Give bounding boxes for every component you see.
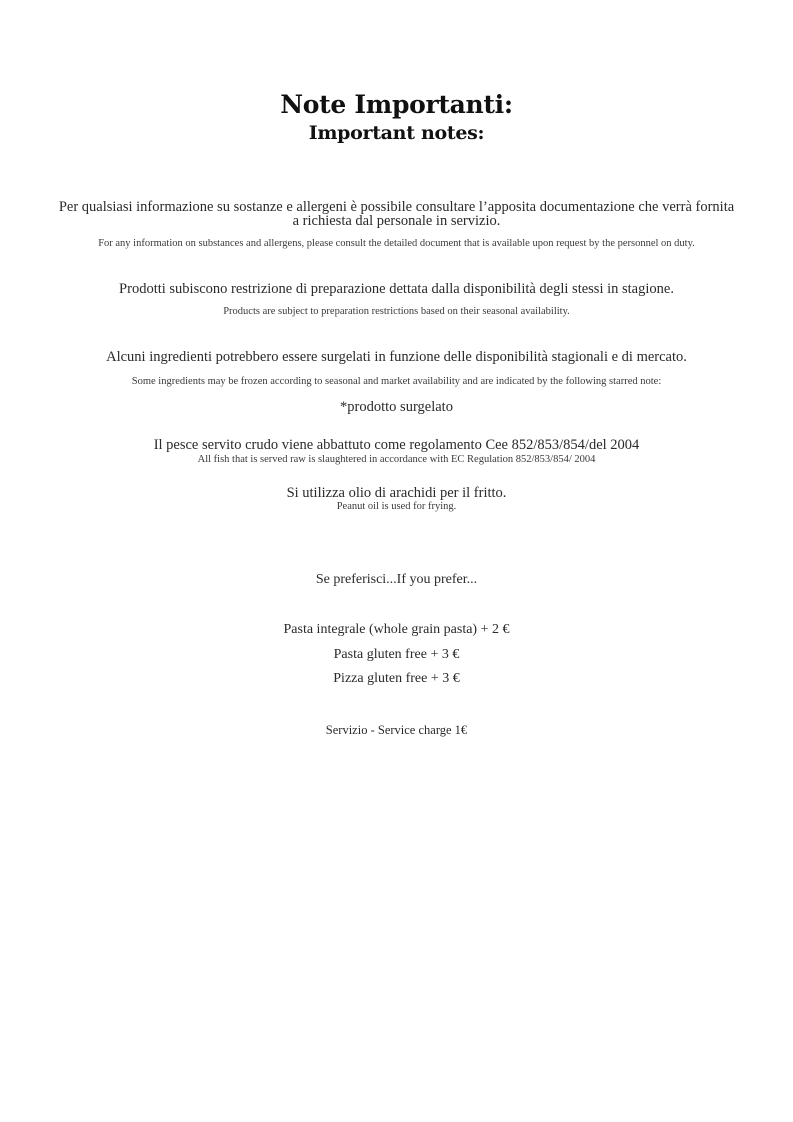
oil-note-it: Si utilizza olio di arachidi per il fritto. [286, 485, 507, 501]
raw-fish-note-it: Il pesce servito crudo viene abbattuto come regolamento Cee 852/853/854/del 2004 [153, 437, 640, 453]
oil-note-en: Peanut oil is used for frying. [336, 501, 457, 512]
page-title: Note Importanti: [280, 90, 513, 119]
seasonal-note-en: Products are subject to preparation restrictions based on their seasonal availability. [223, 306, 570, 317]
allergens-note-it-line2: a richiesta dal personale in servizio. [292, 213, 501, 229]
frozen-mark: *prodotto surgelato [340, 399, 453, 415]
option-item: Pizza gluten free + 3 € [333, 671, 460, 686]
allergens-note-en: For any information on substances and allergens, please consult the detailed document that is available upon request by the personnel on duty. [98, 238, 695, 249]
seasonal-note-it: Prodotti subiscono restrizione di preparazione dettata dalla disponibilità degli stessi in stagione. [119, 281, 674, 297]
frozen-note-en: Some ingredients may be frozen according to seasonal and market availability and are indicated by the following starred note: [131, 376, 662, 387]
option-item: Pasta integrale (whole grain pasta) + 2 € [283, 622, 510, 637]
frozen-note-it: Alcuni ingredienti potrebbero essere surgelati in funzione delle disponibilità stagionali e di mercato. [106, 349, 687, 365]
options-heading: Se preferisci...If you prefer... [315, 572, 478, 587]
option-item: Pasta gluten free + 3 € [333, 647, 460, 662]
allergens-note-it-line1: Per qualsiasi informazione su sostanze e allergeni è possibile consultare l’apposita documentazione che verrà fornita [58, 199, 735, 215]
service-charge: Servizio - Service charge 1€ [325, 723, 468, 737]
page-subtitle: Important notes: [308, 122, 485, 144]
raw-fish-note-en: All fish that is served raw is slaughtered in accordance with EC Regulation 852/853/854/ 2004 [197, 454, 596, 465]
